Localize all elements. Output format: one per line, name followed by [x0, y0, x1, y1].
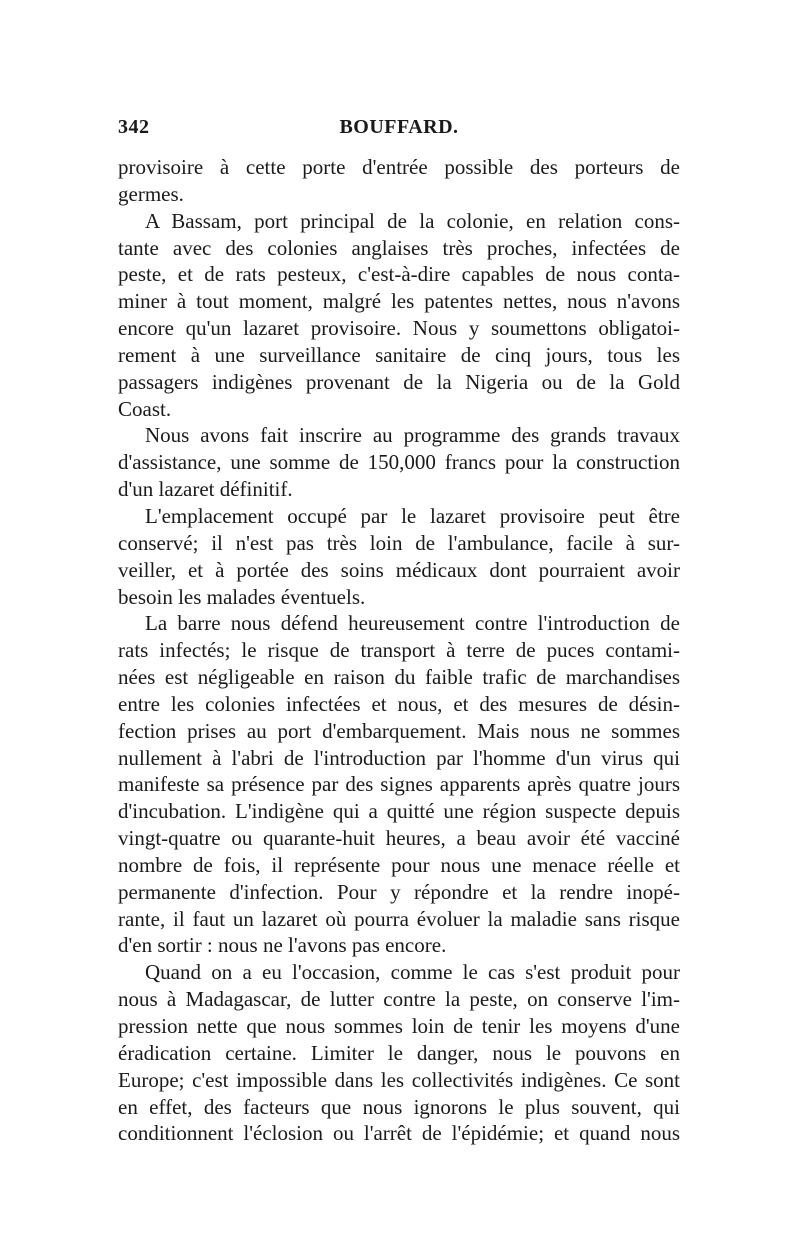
running-title: BOUFFARD. [339, 116, 459, 138]
text-line: permanente d'infection. Pour y répondre et la rendre inopé- [118, 879, 680, 904]
text-line: miner à tout moment, malgré les patentes nettes, nous n'avons [118, 289, 680, 314]
text-line: Quand on a eu l'occasion, comme le cas s'est produit pour [145, 960, 680, 985]
page [118, 116, 680, 1147]
text-line: Europe; c'est impossible dans les collectivités indigènes. Ce sont [118, 1067, 680, 1092]
text-line: provisoire à cette porte d'entrée possible des porteurs de [118, 155, 680, 179]
text-line: Coast. [118, 396, 172, 421]
text-line: manifeste sa présence par des signes apparents après quatre jours [118, 772, 680, 797]
text-line: rante, il faut un lazaret où pourra évoluer la maladie sans risque [118, 906, 680, 931]
body-text [118, 154, 680, 1147]
text-line: A Bassam, port principal de la colonie, en relation cons- [145, 208, 680, 233]
text-line: conservé; il n'est pas très loin de l'ambulance, facile à sur- [118, 530, 680, 555]
text-line: peste, et de rats pesteux, c'est-à-dire capables de nous conta- [118, 262, 680, 287]
text-line: tante avec des colonies anglaises très proches, infectées de [118, 235, 680, 260]
text-line: nous à Madagascar, de lutter contre la peste, on conserve l'im- [118, 987, 680, 1012]
text-line: pression nette que nous sommes loin de tenir les moyens d'une [118, 1014, 680, 1038]
text-line: L'emplacement occupé par le lazaret provisoire peut être [145, 503, 680, 528]
text-line: passagers indigènes provenant de la Nigeria ou de la Gold [118, 369, 680, 394]
text-line: encore qu'un lazaret provisoire. Nous y soumettons obligatoi- [118, 316, 680, 341]
page-number: 342 [118, 116, 150, 138]
text-line: d'un lazaret définitif. [118, 477, 293, 502]
text-line: conditionnent l'éclosion ou l'arrêt de l'épidémie; et quand nous [118, 1121, 680, 1146]
text-line: rats infectés; le risque de transport à terre de puces contami- [118, 638, 680, 663]
text-line: germes. [118, 181, 184, 206]
text-line: d'incubation. L'indigène qui a quitté une région suspecte depuis [118, 799, 680, 824]
text-line: Nous avons fait inscrire au programme des grands travaux [145, 423, 680, 448]
text-line: La barre nous défend heureusement contre l'introduction de [145, 611, 680, 636]
text-line: entre les colonies infectées et nous, et des mesures de désin- [118, 691, 680, 716]
text-line: éradication certaine. Limiter le danger, nous le pouvons en [118, 1040, 680, 1065]
text-line: nombre de fois, il représente pour nous une menace réelle et [118, 852, 680, 877]
text-line: nullement à l'abri de l'introduction par l'homme d'un virus qui [118, 745, 680, 770]
running-head [118, 116, 680, 150]
text-line: veiller, et à portée des soins médicaux dont pourraient avoir [118, 557, 680, 582]
text-line: nées est négligeable en raison du faible trafic de marchandises [118, 665, 680, 690]
text-line: d'en sortir : nous ne l'avons pas encore. [118, 933, 447, 958]
text-line: rement à une surveillance sanitaire de cinq jours, tous les [118, 342, 680, 367]
text-line: en effet, des facteurs que nous ignorons le plus souvent, qui [118, 1094, 680, 1119]
text-line: vingt-quatre ou quarante-huit heures, a beau avoir été vacciné [118, 826, 680, 851]
text-line: besoin les malades éventuels. [118, 584, 366, 609]
text-line: fection prises au port d'embarquement. Mais nous ne sommes [118, 718, 680, 743]
text-line: d'assistance, une somme de 150,000 francs pour la construction [118, 450, 680, 475]
